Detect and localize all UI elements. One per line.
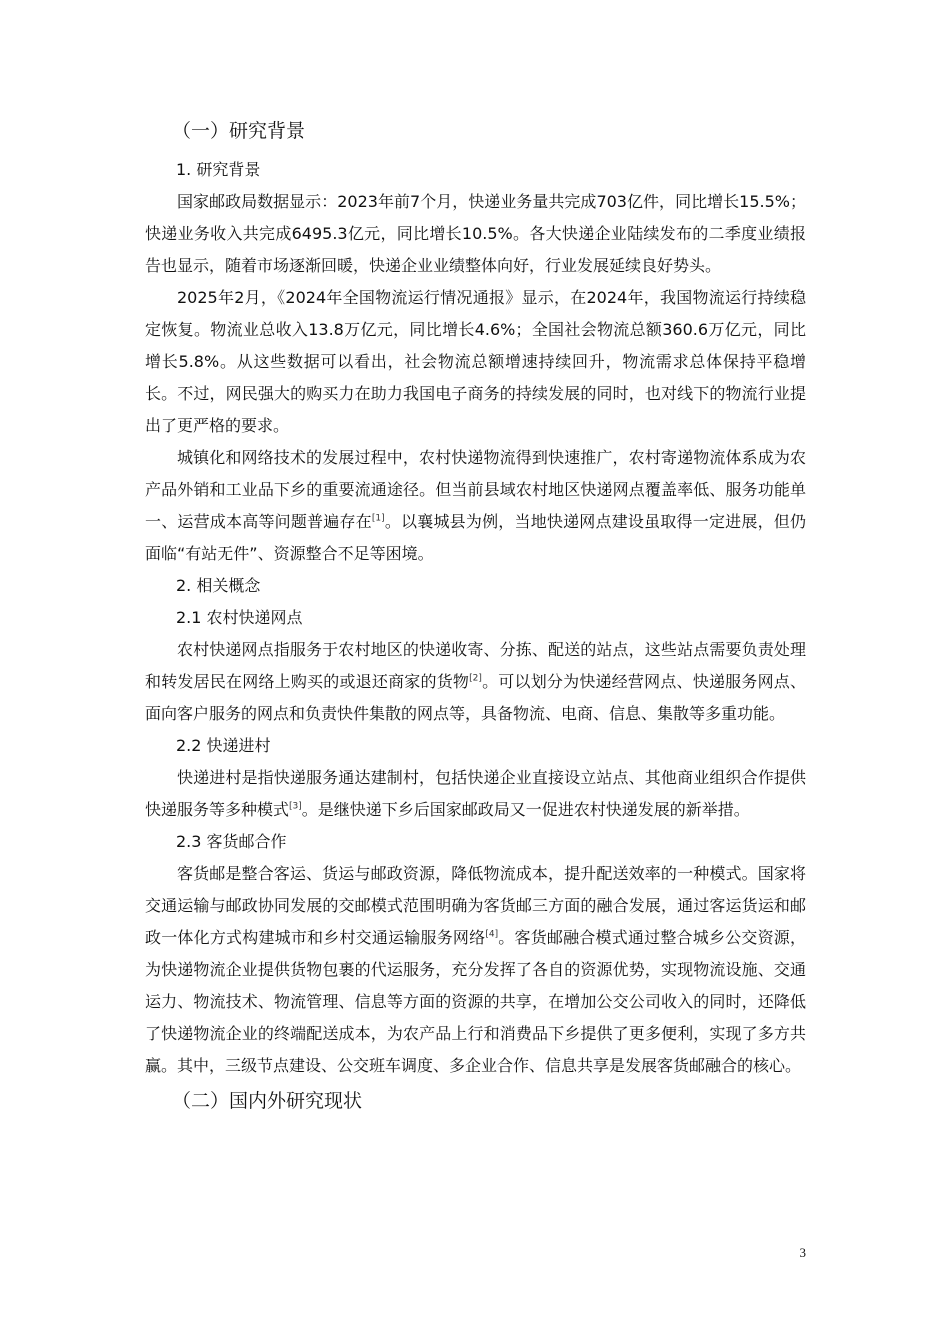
paragraph-text: 。以襄城县为例，当地快递网点建设虽取得一定进展，但仍面临“有站无件”、资源整合不足等困境。 bbox=[145, 512, 806, 563]
paragraph-text: 城镇化和网络技术的发展过程中，农村快递物流得到快速推广，农村寄递物流体系成为农产品外销和工业品下乡的重要流通途径。但当前县域农村地区快递网点覆盖率低、服务功能单一、运营成本高等问题普遍存在 bbox=[145, 448, 806, 531]
section-heading-research-status: （二）国内外研究现状 bbox=[172, 1090, 363, 1112]
citation-ref-1: [1] bbox=[371, 513, 385, 524]
citation-ref-2: [2] bbox=[469, 673, 482, 684]
subsection-title-rural-outlets: 2.1 农村快递网点 bbox=[176, 608, 303, 627]
subsection-title-passenger-cargo-mail: 2.3 客货邮合作 bbox=[176, 832, 287, 851]
paragraph-postal-data: 国家邮政局数据显示：2023年前7个月，快递业务量共完成703亿件，同比增长15.5%；快递业务收入共完成6495.3亿元，同比增长10.5%。各大快递企业陆续发布的二季度业绩报告也显示，随着市场逐渐回暖，快递企业业绩整体向好，行业发展延续良好势头。 bbox=[145, 192, 806, 275]
paragraph-rural-express bbox=[145, 442, 806, 570]
section-heading-research-background: （一）研究背景 bbox=[172, 120, 306, 142]
paragraph-text: 。可以划分为快递经营网点、快递服务网点、面向客户服务的网点和负责快件集散的网点等，具备物流、电商、信息、集散等多重功能。 bbox=[145, 672, 806, 723]
paragraph-text: 。是继快递下乡后国家邮政局又一促进农村快递发展的新举措。 bbox=[301, 800, 750, 819]
page-number: 3 bbox=[799, 1245, 806, 1260]
paragraph-passenger-cargo-mail bbox=[145, 858, 806, 1082]
document-body bbox=[145, 112, 806, 1124]
paragraph-logistics-report: 2025年2月，《2024年全国物流运行情况通报》显示，在2024年，我国物流运行持续稳定恢复。物流业总收入13.8万亿元，同比增长4.6%；全国社会物流总额360.6万亿元，同比增长5.8%。从这些数据可以看出，社会物流总额增速持续回升，物流需求总体保持平稳增长。不过，网民强大的购买力在助力我国电子商务的持续发展的同时，也对线下的物流行业提出了更严格的要求。 bbox=[145, 288, 806, 435]
subsection-title-express-to-village: 2.2 快递进村 bbox=[176, 736, 271, 755]
paragraph-express-to-village bbox=[145, 762, 806, 826]
paragraph-text: 。客货邮融合模式通过整合城乡公交资源，为快递物流企业提供货物包裹的代运服务，充分发挥了各自的资源优势，实现物流设施、交通运力、物流技术、物流管理、信息等方面的资源的共享，在增加公交公司收入的同时，还降低了快递物流企业的终端配送成本，为农产品上行和消费品下乡提供了更多便利，实现了多方共赢。其中，三级节点建设、公交班车调度、多企业合作、信息共享是发展客货邮融合的核心。 bbox=[145, 928, 806, 1075]
paragraph-rural-outlets bbox=[145, 634, 806, 730]
citation-ref-3: [3] bbox=[289, 801, 302, 812]
citation-ref-4: [4] bbox=[485, 929, 499, 940]
paragraph-text: 农村快递网点指服务于农村地区的快递收寄、分拣、配送的站点，这些站点需要负责处理和转发居民在网络上购买的或退还商家的货物 bbox=[145, 640, 806, 691]
paragraph-text: 客货邮是整合客运、货运与邮政资源，降低物流成本，提升配送效率的一种模式。国家将交通运输与邮政协同发展的交邮模式范围明确为客货邮三方面的融合发展，通过客运货运和邮政一体化方式构建城市和乡村交通运输服务网络 bbox=[145, 864, 806, 947]
paragraph-text: 快递进村是指快递服务通达建制村，包括快递企业直接设立站点、其他商业组织合作提供快递服务等多种模式 bbox=[145, 768, 806, 819]
subsection-title-concepts: 2. 相关概念 bbox=[176, 576, 261, 595]
subsection-title-research-background: 1. 研究背景 bbox=[176, 160, 261, 179]
